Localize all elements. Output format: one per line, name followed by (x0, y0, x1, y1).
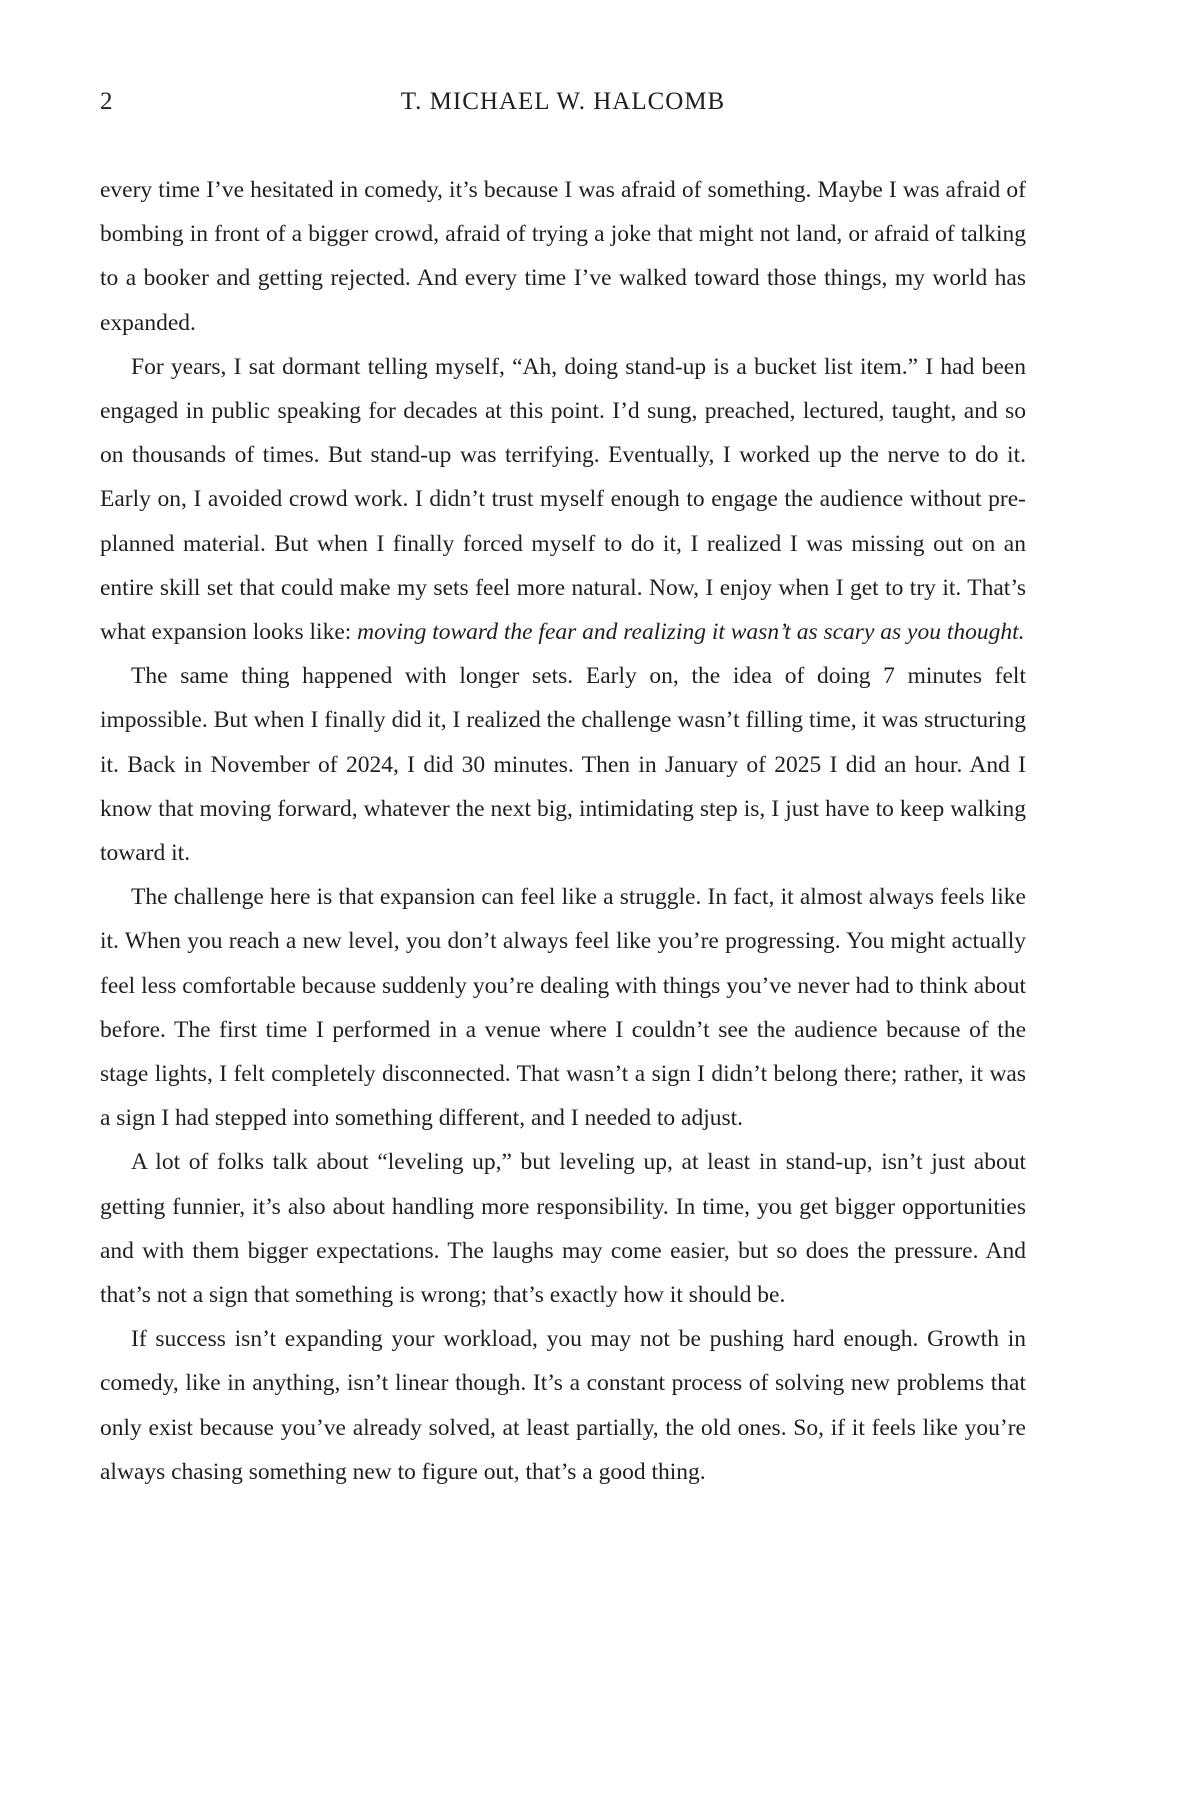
paragraph-2-text: For years, I sat dormant telling myself, “Ah, doing stand-up is a bucket list item.” I had been engaged in public speaking for decades at this point. I’d sung, preached, lectured, taught, and so on thousands of times. But stand-up was terrifying. Eventually, I worked up the nerve to do it. Early on, I avoided crowd work. I didn’t trust myself enough to engage the audience without pre-planned material. But when I finally forced myself to do it, I realized I was missing out on an entire skill set that could make my sets feel more natural. Now, I enjoy when I get to try it. That’s what expansion looks like: (100, 353, 1026, 646)
page-number: 2 (100, 88, 113, 115)
running-title: T. MICHAEL W. HALCOMB (400, 88, 726, 115)
paragraph-4 (100, 875, 1026, 1140)
paragraph-3-text: The same thing happened with longer sets. Early on, the idea of doing 7 minutes felt impossible. But when I finally did it, I realized the challenge wasn’t filling time, it was structuring it. Back in November of 2024, I did 30 minutes. Then in January of 2025 I did an hour. And I know that moving forward, whatever the next big, intimidating step is, I just have to keep walking toward it. (100, 663, 1026, 867)
paragraph-6-text: If success isn’t expanding your workload, you may not be pushing hard enough. Growth in comedy, like in anything, isn’t linear though. It’s a constant process of solving new problems that only exist because you’ve already solved, at least partially, the old ones. So, if it feels like you’re always chasing something new to figure out, that’s a good thing. (100, 1326, 1026, 1485)
running-head (100, 88, 1026, 128)
paragraph-3 (100, 654, 1026, 875)
paragraph-2-italic-text: moving toward the fear and realizing it wasn’t as scary as you thought. (357, 619, 1025, 646)
paragraph-6 (100, 1317, 1026, 1494)
body-text (100, 168, 1026, 1494)
paragraph-5 (100, 1140, 1026, 1317)
paragraph-4-text: The challenge here is that expansion can feel like a struggle. In fact, it almost always feels like it. When you reach a new level, you don’t always feel like you’re progressing. You might actually feel less comfortable because suddenly you’re dealing with things you’ve never had to think about before. The first time I performed in a venue where I couldn’t see the audience because of the stage lights, I felt completely disconnected. That wasn’t a sign I didn’t belong there; rather, it was a sign I had stepped into something different, and I needed to adjust. (100, 884, 1026, 1132)
paragraph-1-text: every time I’ve hesitated in comedy, it’s because I was afraid of something. Maybe I was afraid of bombing in front of a bigger crowd, afraid of trying a joke that might not land, or afraid of talking to a booker and getting rejected. And every time I’ve walked toward those things, my world has expanded. (100, 177, 1026, 336)
paragraph-1 (100, 168, 1026, 345)
paragraph-2 (100, 345, 1026, 654)
paragraph-5-text: A lot of folks talk about “leveling up,” but leveling up, at least in stand-up, isn’t just about getting funnier, it’s also about handling more responsibility. In time, you get bigger opportunities and with them bigger expectations. The laughs may come easier, but so does the pressure. And that’s not a sign that something is wrong; that’s exactly how it should be. (100, 1149, 1026, 1309)
